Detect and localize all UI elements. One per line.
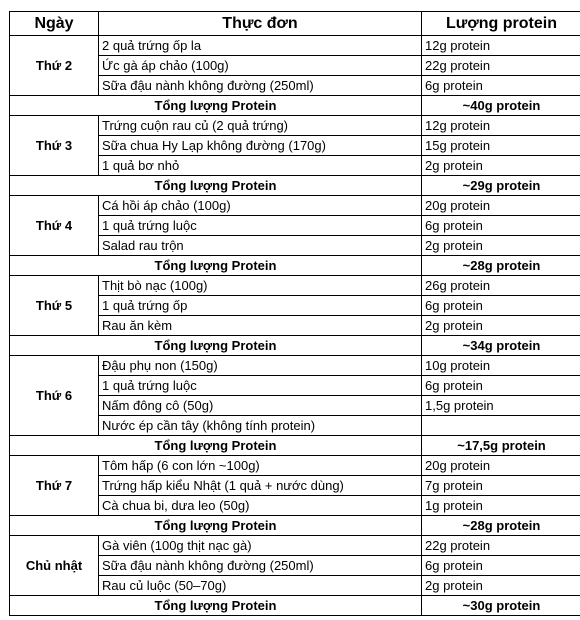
protein-cell[interactable]: 15g protein [422,136,580,156]
protein-cell[interactable]: 2g protein [422,316,580,336]
total-value-cell[interactable]: ~28g protein [422,256,580,276]
food-cell[interactable]: 1 quả bơ nhỏ [99,156,422,176]
total-value-cell[interactable]: ~40g protein [422,96,580,116]
total-value-cell[interactable]: ~34g protein [422,336,580,356]
protein-cell[interactable]: 2g protein [422,576,580,596]
total-value-cell[interactable]: ~17,5g protein [422,436,580,456]
protein-cell[interactable]: 1g protein [422,496,580,516]
protein-cell[interactable]: 6g protein [422,76,580,96]
table-row [10,116,580,136]
food-cell[interactable]: Trứng hấp kiểu Nhật (1 quả + nước dùng) [99,476,422,496]
total-label-cell[interactable]: Tổng lượng Protein [10,176,422,196]
food-cell[interactable]: Cà chua bi, dưa leo (50g) [99,496,422,516]
food-cell[interactable]: Ức gà áp chảo (100g) [99,56,422,76]
protein-cell[interactable]: 1,5g protein [422,396,580,416]
food-cell[interactable]: Nấm đông cô (50g) [99,396,422,416]
food-cell[interactable]: Rau củ luộc (50–70g) [99,576,422,596]
total-label-cell[interactable]: Tổng lượng Protein [10,336,422,356]
table-row [10,456,580,476]
food-cell[interactable]: 2 quả trứng ốp la [99,36,422,56]
header-row [10,12,580,36]
day-cell[interactable]: Thứ 4 [10,196,99,256]
food-cell[interactable]: Rau ăn kèm [99,316,422,336]
total-row [10,436,580,456]
total-value-cell[interactable]: ~29g protein [422,176,580,196]
header-protein: Lượng protein [422,12,580,36]
protein-cell[interactable]: 12g protein [422,36,580,56]
food-cell[interactable]: Thịt bò nạc (100g) [99,276,422,296]
protein-cell[interactable]: 20g protein [422,196,580,216]
food-cell[interactable]: 1 quả trứng luộc [99,376,422,396]
total-row [10,516,580,536]
protein-cell[interactable]: 6g protein [422,216,580,236]
total-value-cell[interactable]: ~30g protein [422,596,580,616]
table-row [10,536,580,556]
food-cell[interactable]: 1 quả trứng ốp [99,296,422,316]
total-label-cell[interactable]: Tổng lượng Protein [10,96,422,116]
food-cell[interactable]: Cá hồi áp chảo (100g) [99,196,422,216]
total-row [10,596,580,616]
protein-cell[interactable]: 22g protein [422,56,580,76]
food-cell[interactable]: Salad rau trộn [99,236,422,256]
food-cell[interactable]: Sữa chua Hy Lạp không đường (170g) [99,136,422,156]
protein-cell[interactable]: 20g protein [422,456,580,476]
protein-cell[interactable]: 6g protein [422,376,580,396]
total-label-cell[interactable]: Tổng lượng Protein [10,256,422,276]
protein-menu-table [9,11,580,616]
day-cell[interactable]: Thứ 6 [10,356,99,436]
protein-cell[interactable]: 26g protein [422,276,580,296]
food-cell[interactable]: 1 quả trứng luộc [99,216,422,236]
food-cell[interactable]: Đậu phụ non (150g) [99,356,422,376]
total-value-cell[interactable]: ~28g protein [422,516,580,536]
total-row [10,256,580,276]
food-cell[interactable]: Trứng cuộn rau củ (2 quả trứng) [99,116,422,136]
protein-cell[interactable]: 2g protein [422,156,580,176]
total-row [10,176,580,196]
protein-cell[interactable]: 6g protein [422,556,580,576]
header-menu: Thực đơn [99,12,422,36]
day-cell[interactable]: Thứ 5 [10,276,99,336]
day-cell[interactable]: Thứ 3 [10,116,99,176]
total-label-cell[interactable]: Tổng lượng Protein [10,596,422,616]
day-cell[interactable]: Chủ nhật [10,536,99,596]
food-cell[interactable]: Sữa đậu nành không đường (250ml) [99,76,422,96]
table-row [10,196,580,216]
table-row [10,36,580,56]
food-cell[interactable]: Sữa đậu nành không đường (250ml) [99,556,422,576]
total-label-cell[interactable]: Tổng lượng Protein [10,516,422,536]
day-cell[interactable]: Thứ 7 [10,456,99,516]
table-row [10,276,580,296]
total-row [10,336,580,356]
table-row [10,356,580,376]
header-day: Ngày [10,12,99,36]
total-row [10,96,580,116]
food-cell[interactable]: Gà viên (100g thịt nạc gà) [99,536,422,556]
protein-cell[interactable]: 6g protein [422,296,580,316]
protein-cell[interactable]: 7g protein [422,476,580,496]
protein-cell[interactable]: 10g protein [422,356,580,376]
total-label-cell[interactable]: Tổng lượng Protein [10,436,422,456]
protein-cell[interactable]: 22g protein [422,536,580,556]
day-cell[interactable]: Thứ 2 [10,36,99,96]
food-cell[interactable]: Nước ép cần tây (không tính protein) [99,416,422,436]
food-cell[interactable]: Tôm hấp (6 con lớn ~100g) [99,456,422,476]
protein-cell[interactable]: 2g protein [422,236,580,256]
protein-cell[interactable]: 12g protein [422,116,580,136]
protein-cell[interactable] [422,416,580,436]
